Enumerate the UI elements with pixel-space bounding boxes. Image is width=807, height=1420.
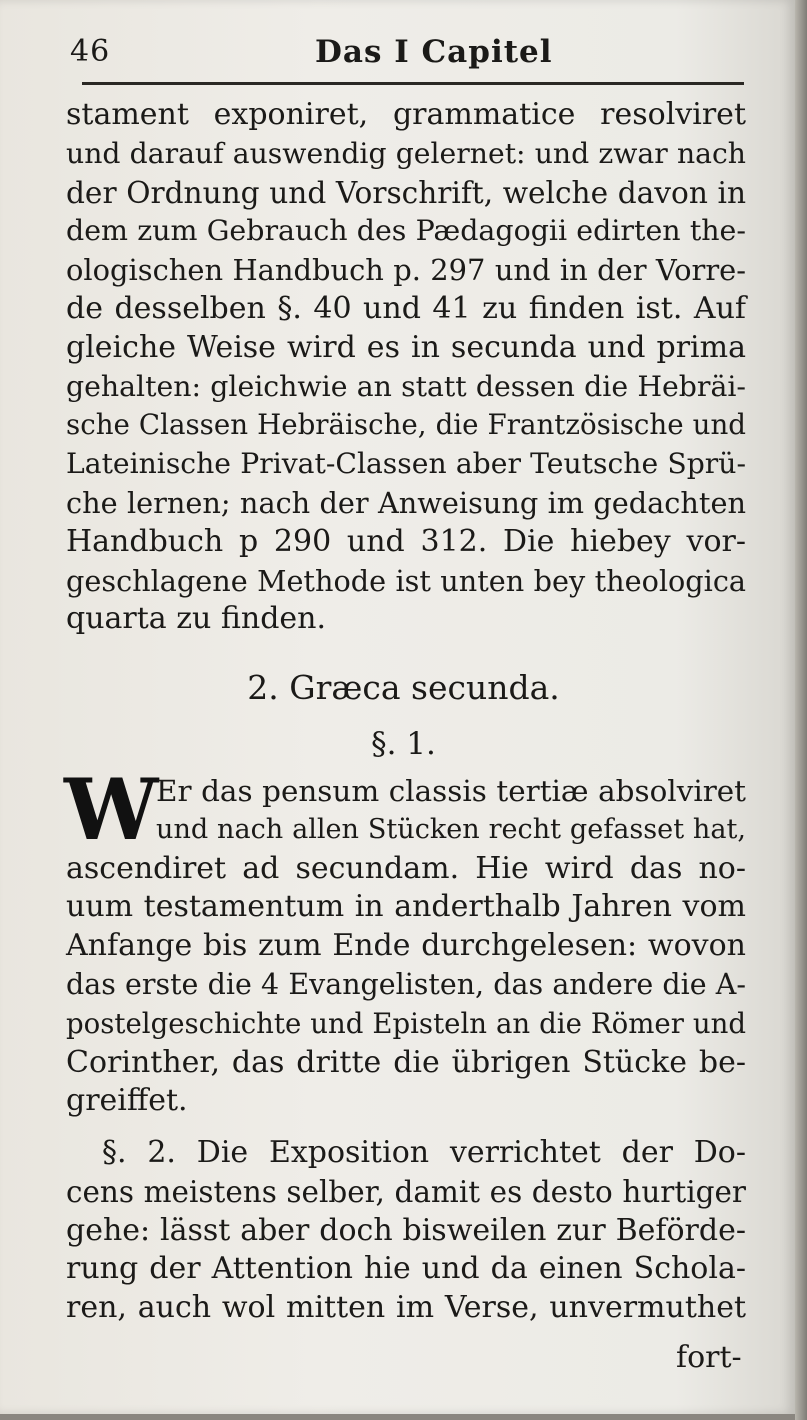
text-line: Handbuch p 290 und 312. Die hiebey vor- xyxy=(66,523,746,559)
section-heading: 2. Græca secunda. xyxy=(247,668,560,707)
text-line: §. 2. Die Exposition verrichtet der Do- xyxy=(102,1135,746,1170)
paragraph-section-1 xyxy=(64,760,746,1121)
text-line: stament exponiret, grammatice resolviret xyxy=(66,97,746,132)
text-line: ologischen Handbuch p. 297 und in der Vorre- xyxy=(66,253,746,288)
drop-cap: W xyxy=(64,760,159,859)
text-line: dem zum Gebrauch des Pædagogii edirten the- xyxy=(66,214,746,248)
text-line: rung der Attention hie und da einen Schola- xyxy=(66,1251,746,1287)
text-line: ascendiret ad secundam. Hie wird das no- xyxy=(66,850,746,886)
text-line: ren, auch wol mitten im Verse, unvermuthet xyxy=(66,1290,746,1326)
text-line: und darauf auswendig gelernet: und zwar nach xyxy=(66,136,746,170)
text-line: Lateinische Privat-Classen aber Teutsche Sprü- xyxy=(66,447,746,481)
text-line: uum testamentum in anderthalb Jahren vom xyxy=(66,889,746,925)
text-line: postelgeschichte und Episteln an die Römer und xyxy=(66,1006,746,1040)
running-head: Das I Capitel xyxy=(315,34,553,70)
page-number: 46 xyxy=(70,34,111,69)
page-header xyxy=(70,30,750,80)
header-rule xyxy=(82,82,744,85)
catchword: fort- xyxy=(676,1340,742,1375)
text-line: der Ordnung und Vorschrift, welche davon in xyxy=(66,175,746,210)
paragraph-section-2 xyxy=(66,1134,746,1328)
paragraph-continued xyxy=(66,96,746,639)
text-line: geschlagene Methode ist unten bey theologica xyxy=(66,563,746,598)
text-line: greiffet. xyxy=(66,1083,188,1119)
text-line: sche Classen Hebräische, die Frantzösische und xyxy=(66,408,746,442)
text-line: Anfange bis zum Ende durchgelesen: wovon xyxy=(66,928,746,964)
text-line: de desselben §. 40 und 41 zu finden ist. Auf xyxy=(66,290,746,326)
text-line: Er das pensum classis tertiæ absolviret xyxy=(156,774,746,808)
text-line: Corinther, das dritte die übrigen Stücke be- xyxy=(66,1044,746,1080)
text-line: gehalten: gleichwie an statt dessen die Hebräi- xyxy=(66,369,746,403)
page-edge xyxy=(795,0,807,1420)
text-line: cens meistens selber, damit es desto hurtiger xyxy=(66,1174,746,1209)
text-line: che lernen; nach der Anweisung im gedachten xyxy=(66,485,746,520)
text-line: quarta zu finden. xyxy=(66,601,327,637)
text-line: gehe: lässt aber doch bisweilen zur Beförde- xyxy=(66,1212,746,1248)
paragraph-mark: §. 1. xyxy=(371,726,436,762)
text-line: gleiche Weise wird es in secunda und prima xyxy=(66,329,746,365)
text-line: und nach allen Stücken recht gefasset hat, xyxy=(156,813,746,845)
text-line: das erste die 4 Evangelisten, das andere die A- xyxy=(66,967,746,1001)
